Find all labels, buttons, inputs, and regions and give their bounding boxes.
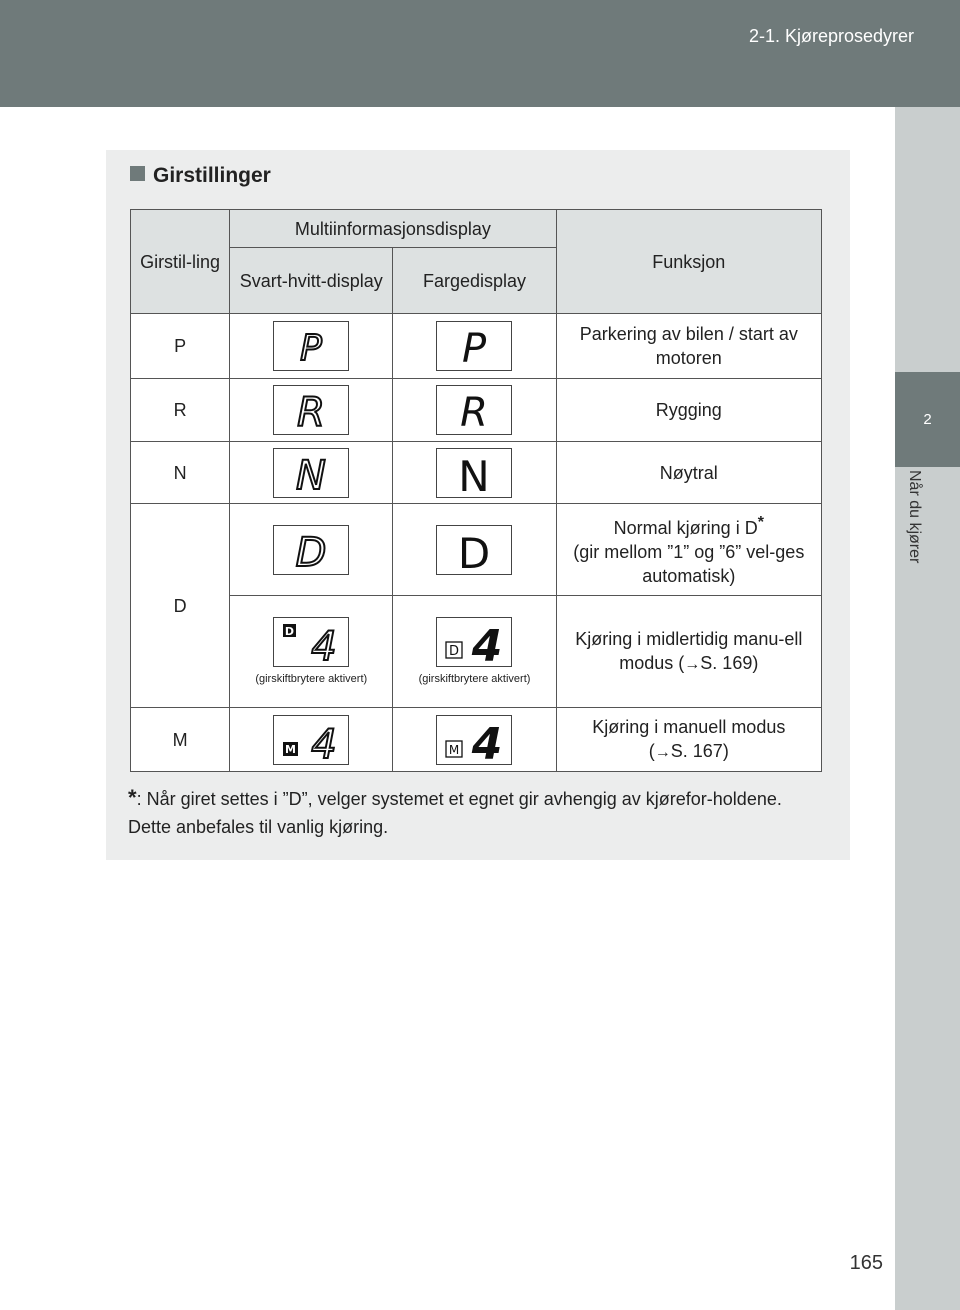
chapter-title: Når du kjører <box>906 470 923 564</box>
svg-text:R: R <box>297 390 326 434</box>
page-reference: S. 167) <box>670 740 729 761</box>
svg-text:4: 4 <box>472 718 503 764</box>
table-row <box>131 504 822 596</box>
asterisk-marker: * <box>757 514 764 531</box>
bw-display-m <box>273 715 349 765</box>
color-display-note: (girskiftbrytere aktivert) <box>418 673 531 685</box>
function-cell <box>556 504 821 596</box>
header-bw-display: Svart-hvitt-display <box>230 248 393 314</box>
function-text: Kjøring i midlertidig manu-ell modus ( <box>575 628 803 673</box>
function-cell: Kjøring i manuell modus (→S. 167) <box>556 708 821 772</box>
gear-position: M <box>131 708 230 772</box>
bw-display-note: (girskiftbrytere aktivert) <box>255 673 368 685</box>
svg-text:P: P <box>300 328 323 369</box>
function-cell <box>556 596 821 708</box>
function-text: Rygging <box>556 379 821 442</box>
svg-text:D: D <box>295 529 327 574</box>
function-subtext: (gir mellom ”1” og ”6” vel-ges automatisk) <box>573 542 805 586</box>
footnote-text: : Når giret settes i ”D”, velger systemet et egnet gir avhengig av kjørefor-holdene. Dette anbefales til vanlig kjøring. <box>128 789 782 837</box>
table-row <box>131 314 822 379</box>
table-row <box>131 442 822 504</box>
gear-position: D <box>131 504 230 708</box>
svg-text:M: M <box>449 742 460 757</box>
function-text: Parkering av bilen / start av motoren <box>556 314 821 379</box>
gear-position: R <box>131 379 230 442</box>
svg-text:P: P <box>462 326 487 370</box>
svg-text:N: N <box>296 452 327 497</box>
svg-text:N: N <box>458 451 491 497</box>
table-row <box>131 596 822 708</box>
footnote-marker: * <box>128 785 137 810</box>
svg-text:D: D <box>449 644 460 659</box>
gear-table <box>130 209 822 772</box>
color-display-n <box>436 448 512 498</box>
box-title <box>130 164 271 188</box>
color-display-d <box>436 525 512 575</box>
page-reference: S. 169) <box>700 652 759 673</box>
square-bullet-icon <box>130 166 145 181</box>
header-multi-display: Multiinformasjonsdisplay <box>230 210 556 248</box>
color-display-p <box>436 321 512 371</box>
gear-position: N <box>131 442 230 504</box>
arrow-right-icon: → <box>684 655 701 673</box>
function-text: Kjøring i manuell modus <box>592 716 786 737</box>
svg-text:4: 4 <box>472 621 503 666</box>
svg-text:R: R <box>460 390 489 434</box>
arrow-right-icon: → <box>654 743 671 761</box>
footnote <box>128 784 828 841</box>
bw-display-p <box>273 321 349 371</box>
header-bar <box>0 0 960 107</box>
svg-text:M: M <box>285 742 297 756</box>
box-title-text: Girstillinger <box>153 164 271 187</box>
table-row <box>131 379 822 442</box>
svg-text:D: D <box>458 528 491 574</box>
bw-display-d4 <box>273 617 349 667</box>
header-color-display: Fargedisplay <box>393 248 556 314</box>
svg-text:4: 4 <box>311 624 337 666</box>
bw-display-n <box>273 448 349 498</box>
side-tab-background <box>895 107 960 372</box>
chapter-number-tab: 2 <box>895 372 960 467</box>
color-display-d4 <box>436 617 512 667</box>
table-row <box>131 708 822 772</box>
header-gear-position: Girstil-ling <box>131 210 230 314</box>
bw-display-r <box>273 385 349 435</box>
color-display-m <box>436 715 512 765</box>
chapter-title-vertical <box>893 470 925 630</box>
function-text: Normal kjøring i D <box>613 518 758 538</box>
section-title: 2-1. Kjøreprosedyrer <box>748 26 914 46</box>
svg-text:4: 4 <box>311 721 337 764</box>
function-text: Nøytral <box>556 442 821 504</box>
page-number: 165 <box>849 1252 883 1274</box>
bw-display-d <box>273 525 349 575</box>
svg-text:D: D <box>285 625 295 638</box>
color-display-r <box>436 385 512 435</box>
header-function: Funksjon <box>556 210 821 314</box>
gear-position: P <box>131 314 230 379</box>
